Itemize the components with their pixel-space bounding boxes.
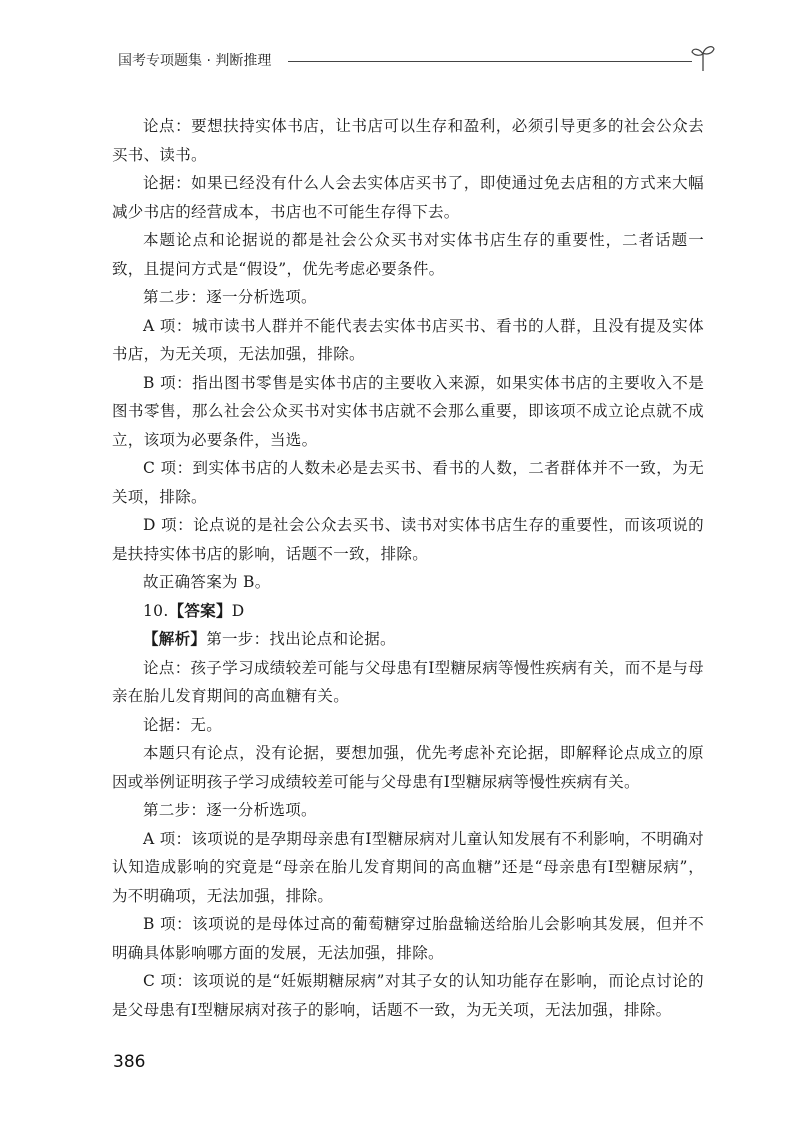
paragraph: B 项：该项说的是母体过高的葡萄糖穿过胎盘输送给胎儿会影响其发展，但并不明确具体影响哪方面的发展，无法加强，排除。 <box>112 915 704 962</box>
paragraph: 本题论点和论据说的都是社会公众买书对实体书店生存的重要性，二者话题一致，且提问方式是“假设”，优先考虑必要条件。 <box>112 231 704 278</box>
paragraph: C 项：到实体书店的人数未必是去买书、看书的人数，二者群体并不一致，为无关项，排除。 <box>112 459 704 506</box>
paragraph: A 项：该项说的是孕期母亲患有Ⅰ型糖尿病对儿童认知发展有不利影响，不明确对认知造成影响的究竟是“母亲在胎儿发育期间的高血糖”还是“母亲患有Ⅰ型糖尿病”，为不明确项，无法加强，排除。 <box>112 829 704 905</box>
header-title: 国考专项题集 · 判断推理 <box>118 53 272 69</box>
running-header <box>118 44 718 74</box>
page-number: 386 <box>113 1052 146 1072</box>
answer-line <box>112 597 704 626</box>
paragraph: C 项：该项说的是“妊娠期糖尿病”对其子女的认知功能存在影响，而论点讨论的是父母患有Ⅰ型糖尿病对孩子的影响，话题不一致，为无关项，无法加强，排除。 <box>112 972 704 1019</box>
paragraph: 论据：无。 <box>143 715 223 734</box>
paragraph: 故正确答案为 B。 <box>143 573 271 591</box>
paragraph: 论据：如果已经没有什么人会去实体店买书了，即使通过免去店租的方式来大幅减少书店的经营成本，书店也不可能生存得下去。 <box>112 174 704 221</box>
paragraph: 论点：要想扶持实体书店，让书店可以生存和盈利，必须引导更多的社会公众去买书、读书。 <box>112 117 704 164</box>
header-rule <box>288 61 692 62</box>
paragraph: A 项：城市读书人群并不能代表去实体书店买书、看书的人群，且没有提及实体书店，为无关项，无法加强，排除。 <box>112 316 704 363</box>
answer-label: 【答案】 <box>168 600 232 620</box>
analysis-label: 【解析】 <box>143 629 207 648</box>
question-number: 10. <box>143 601 169 620</box>
answer-value: D <box>231 601 245 620</box>
page-body <box>112 112 704 1024</box>
paragraph: 本题只有论点，没有论据，要想加强，优先考虑补充论据，即解释论点成立的原因或举例证明孩子学习成绩较差可能与父母患有Ⅰ型糖尿病等慢性疾病有关。 <box>112 744 704 791</box>
paragraph: D 项：论点说的是社会公众去买书、读书对实体书店生存的重要性，而该项说的是扶持实体书店的影响，话题不一致，排除。 <box>112 516 704 563</box>
analysis-text: 第一步：找出论点和论据。 <box>206 630 396 648</box>
paragraph: 论点：孩子学习成绩较差可能与父母患有Ⅰ型糖尿病等慢性疾病有关，而不是与母亲在胎儿发育期间的高血糖有关。 <box>112 658 704 705</box>
paragraph: B 项：指出图书零售是实体书店的主要收入来源，如果实体书店的主要收入不是图书零售，那么社会公众买书对实体书店就不会那么重要，即该项不成立论点就不成立，该项为必要条件，当选。 <box>112 373 704 449</box>
paragraph: 第二步：逐一分析选项。 <box>143 801 317 819</box>
paragraph: 第二步：逐一分析选项。 <box>143 288 317 306</box>
analysis-line <box>112 625 704 654</box>
sprout-icon <box>690 44 716 72</box>
